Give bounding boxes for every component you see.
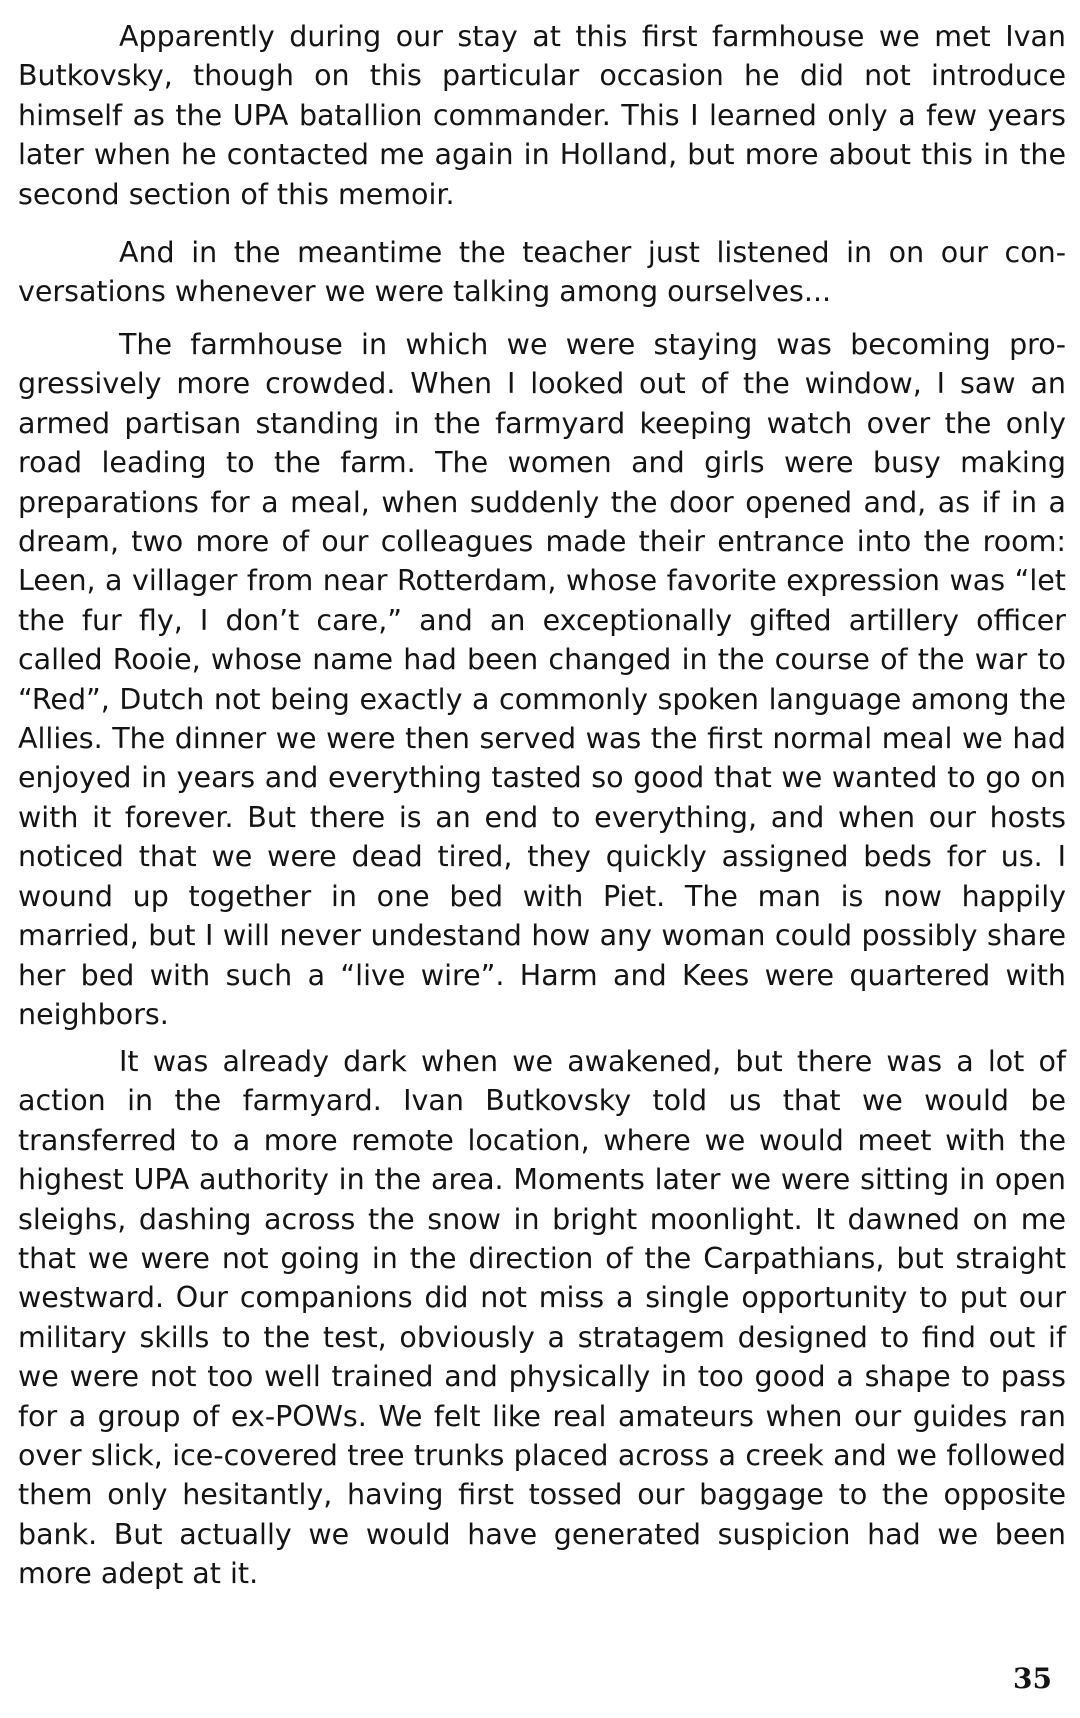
book-page — [18, 0, 1066, 1718]
paragraph-first-farmhouse: Apparently during our stay at this first farmhouse we met Ivan Butkovsky, though on this particular occasion he did not introduce himself as the UPA batallion commander. This I learned only a few years later when he contacted me again in Holland, but more about this in the second section of this memoir. — [18, 20, 1066, 211]
paragraph-sleigh-journey: It was already dark when we awakened, but there was a lot of action in the farmyard. Ivan Butkovsky told us that we would be transferred to a more remote location, where we would meet with the highest UPA authority in the area. Moments later we were sitting in open sleighs, dashing across the snow in bright moonlight. It dawned on me that we were not going in the direction of the Carpathians, but straight westward. Our companions did not miss a single opportunity to put our military skills to the test, obviously a stratagem designed to find out if we were not too well trained and physically in too good a shape to pass for a group of ex-POWs. We felt like real amateurs when our guides ran over slick, ice-covered tree trunks placed across a creek and we followed them only hesitantly, having first tossed our baggage to the opposite bank. But actually we would have generated suspicion had we been more adept at it. — [18, 1045, 1066, 1591]
paragraph-teacher-listened: And in the meantime the teacher just listened in on our conversations whenever we were talking among ourselves... — [18, 236, 1066, 309]
page-number: 35 — [1013, 1662, 1052, 1695]
paragraph-crowded-farmhouse: The farmhouse in which we were staying was becoming progressively more crowded. When I looked out of the window, I saw an armed partisan standing in the farmyard keeping watch over the only road leading to the farm. The women and girls were busy making preparations for a meal, when suddenly the door opened and, as if in a dream, two more of our colleagues made their entrance into the room: Leen, a villager from near Rotterdam, whose favorite expression was “let the fur fly, I don’t care,” and an exceptionally gifted artillery officer called Rooie, whose name had been changed in the course of the war to “Red”, Dutch not being exactly a commonly spoken language among the Allies. The dinner we were then served was the first normal meal we had enjoyed in years and everything tasted so good that we wanted to go on with it forever. But there is an end to everything, and when our hosts noticed that we were dead tired, they quickly assigned beds for us. I wound up together in one bed with Piet. The man is now happily married, but I will never undestand how any woman could possibly share her bed with such a “live wire”. Harm and Kees were quartered with neighbors. — [18, 328, 1066, 1031]
